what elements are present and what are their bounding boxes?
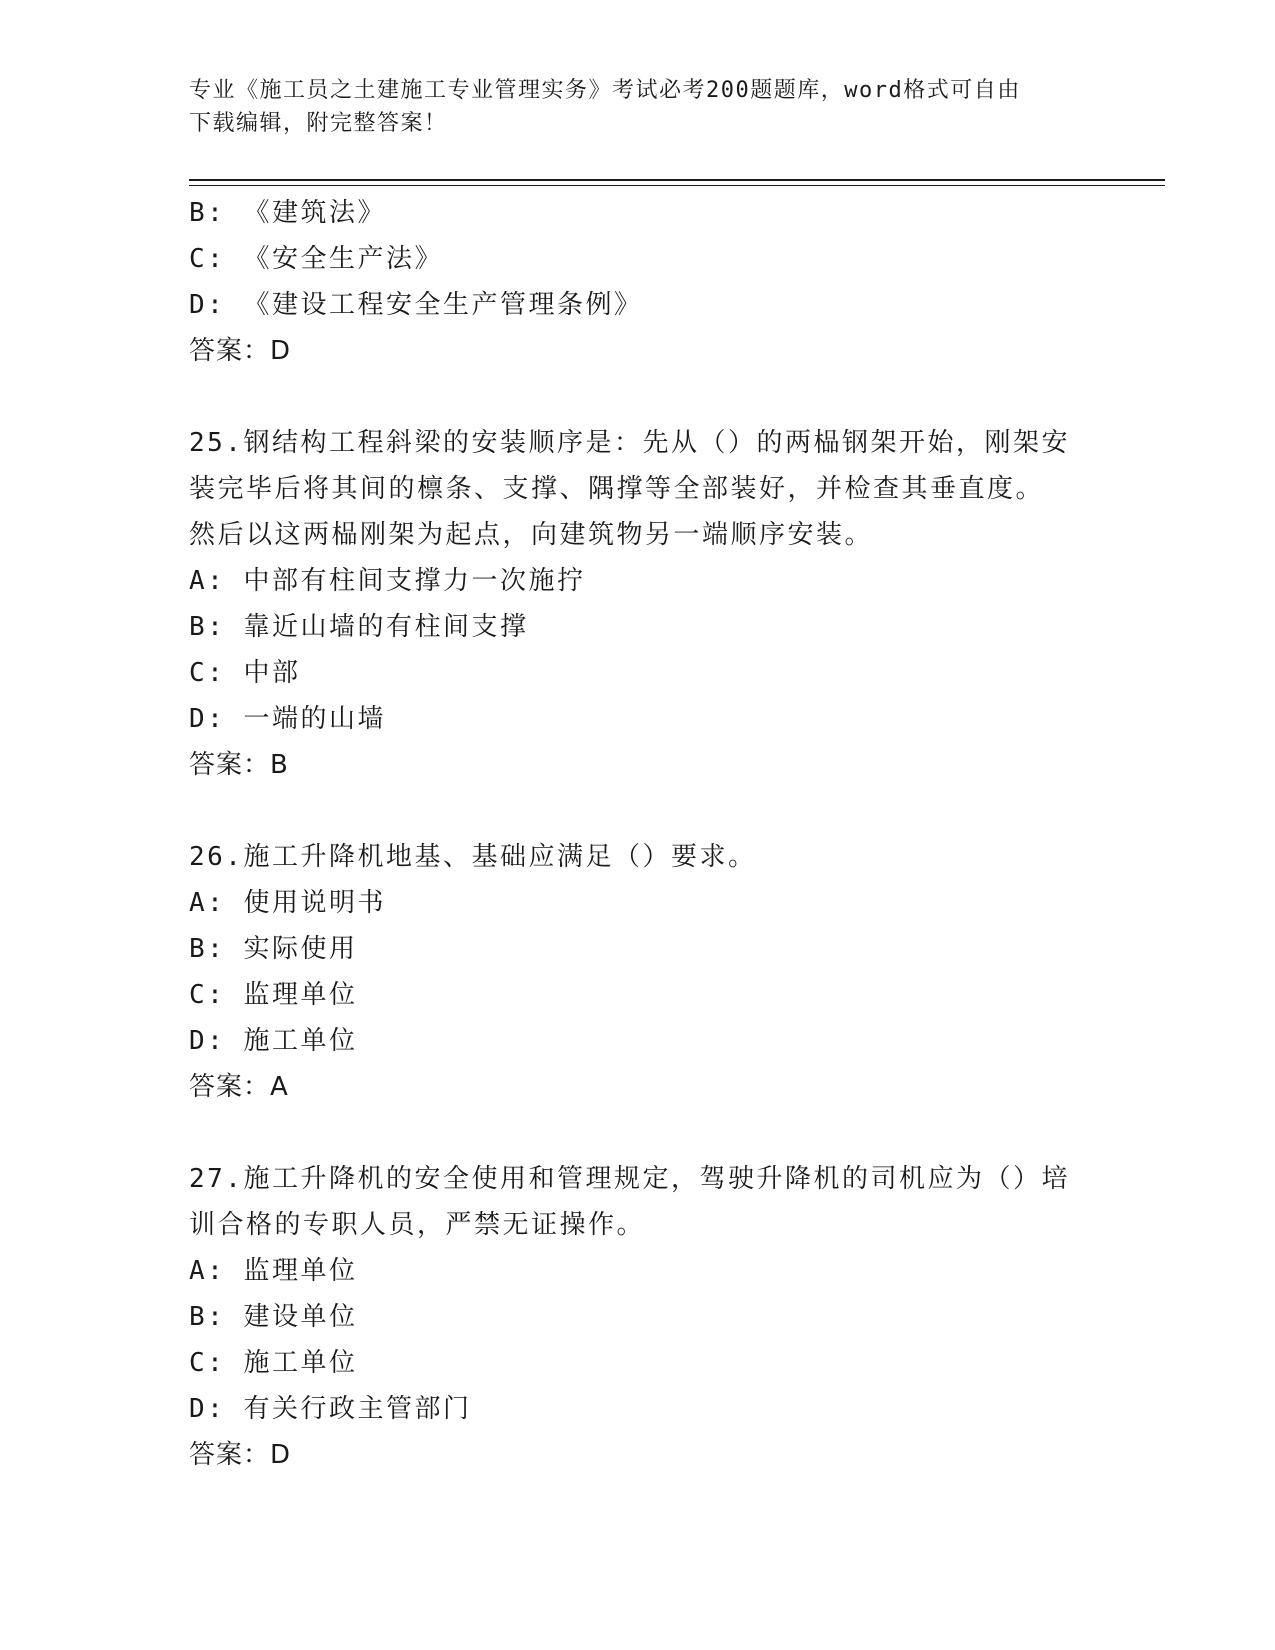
prev-question [189, 190, 1089, 374]
option-b: B: 《建筑法》 [189, 198, 386, 228]
header-rule-thick [189, 179, 1165, 181]
option-b: B: 建设单位 [189, 1302, 358, 1332]
option-b: B: 靠近山墙的有柱间支撑 [189, 612, 529, 642]
option-c: C: 中部 [189, 658, 301, 688]
question-text-line: 装完毕后将其间的檩条、支撑、隅撑等全部装好，并检查其垂直度。 [189, 474, 1045, 504]
option-a: A: 监理单位 [189, 1256, 358, 1286]
answer-line: 答案：D [189, 1440, 292, 1470]
spacer [189, 1110, 1089, 1156]
option-a: A: 中部有柱间支撑力一次施拧 [189, 566, 586, 596]
option-d: D: 《建设工程安全生产管理条例》 [189, 290, 643, 320]
question-27 [189, 1156, 1089, 1478]
question-text-line: 然后以这两榀刚架为起点，向建筑物另一端顺序安装。 [189, 520, 874, 550]
answer-line: 答案：A [189, 1072, 289, 1102]
option-c: C: 监理单位 [189, 980, 358, 1010]
option-d: D: 有关行政主管部门 [189, 1394, 472, 1424]
question-26 [189, 834, 1089, 1110]
option-d: D: 一端的山墙 [189, 704, 386, 734]
question-text-line: 26.施工升降机地基、基础应满足（）要求。 [189, 842, 757, 872]
header-rule-thin [189, 185, 1165, 186]
option-d: D: 施工单位 [189, 1026, 358, 1056]
question-text-line: 27.施工升降机的安全使用和管理规定，驾驶升降机的司机应为（）培 [189, 1164, 1070, 1194]
spacer [189, 374, 1089, 420]
option-c: C: 施工单位 [189, 1348, 358, 1378]
question-content [189, 190, 1089, 1478]
option-a: A: 使用说明书 [189, 888, 386, 918]
document-header [189, 74, 1089, 140]
option-b: B: 实际使用 [189, 934, 358, 964]
answer-line: 答案：B [189, 750, 289, 780]
option-c: C: 《安全生产法》 [189, 244, 443, 274]
header-line-1: 专业《施工员之土建施工专业管理实务》考试必考200题题库，word格式可自由 [189, 78, 1021, 103]
header-line-2: 下载编辑，附完整答案！ [189, 111, 448, 136]
question-text-line: 训合格的专职人员，严禁无证操作。 [189, 1210, 646, 1240]
question-text-line: 25.钢结构工程斜梁的安装顺序是：先从（）的两榀钢架开始，刚架安 [189, 428, 1070, 458]
question-25 [189, 420, 1089, 788]
spacer [189, 788, 1089, 834]
answer-line: 答案：D [189, 336, 292, 366]
